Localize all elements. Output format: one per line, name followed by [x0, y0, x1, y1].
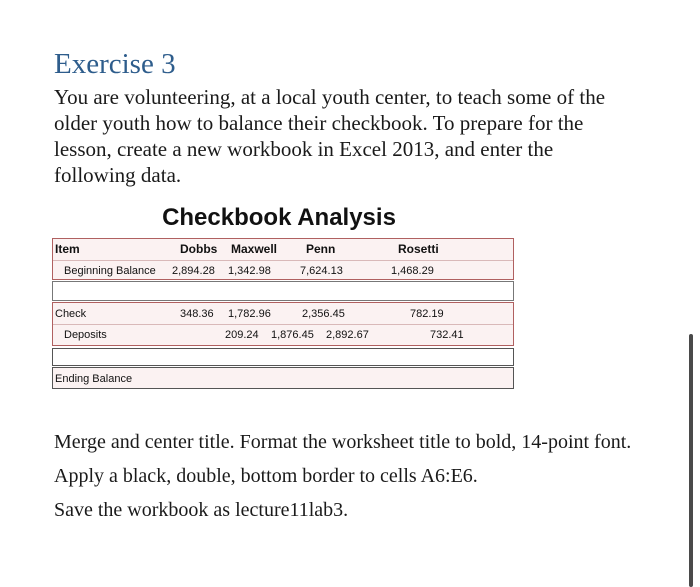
check-dobbs: 348.36	[180, 308, 214, 320]
ending-balance-block	[52, 367, 514, 389]
beginning-label: Beginning Balance	[64, 265, 156, 277]
check-penn: 2,356.45	[302, 308, 345, 320]
deposits-dobbs: 209.24	[225, 329, 259, 341]
check-maxwell: 1,782.96	[228, 308, 271, 320]
beginning-penn: 7,624.13	[300, 265, 343, 277]
ending-label: Ending Balance	[55, 373, 133, 385]
exercise-heading: Exercise 3	[54, 48, 176, 80]
header-rosetti: Rosetti	[398, 242, 439, 256]
check-label: Check	[55, 308, 87, 320]
check-row	[53, 304, 513, 324]
beginning-rosetti: 1,468.29	[391, 265, 434, 277]
header-dobbs: Dobbs	[180, 242, 218, 256]
worksheet-title: Checkbook Analysis	[162, 204, 396, 231]
beginning-balance-row	[53, 260, 513, 281]
empty-row	[52, 281, 514, 301]
deposits-row	[53, 324, 513, 345]
exercise-intro: You are volunteering, at a local youth center, to teach some of the older youth how to balance their checkbook. To prepare for the lesson, create a new workbook in Excel 2013, and enter the following data.	[54, 85, 606, 187]
instruction-2: Apply a black, double, bottom border to cells A6:E6.	[54, 465, 478, 487]
deposits-rosetti: 732.41	[430, 329, 464, 341]
header-block	[52, 238, 514, 280]
deposits-label: Deposits	[64, 329, 107, 341]
scrollbar[interactable]	[689, 334, 693, 587]
header-item: Item	[55, 242, 80, 256]
header-penn: Penn	[306, 242, 336, 256]
beginning-maxwell: 1,342.98	[228, 265, 271, 277]
transactions-block	[52, 302, 514, 346]
deposits-maxwell: 1,876.45	[271, 329, 314, 341]
instruction-3: Save the workbook as lecture11lab3.	[54, 499, 349, 521]
check-rosetti: 782.19	[410, 308, 444, 320]
header-maxwell: Maxwell	[231, 242, 278, 256]
beginning-dobbs: 2,894.28	[172, 265, 215, 277]
empty-row-2	[52, 348, 514, 366]
instruction-1: Merge and center title. Format the worksheet title to bold, 14-point font.	[54, 431, 632, 453]
header-row	[53, 239, 513, 259]
instructions	[54, 429, 644, 531]
deposits-penn: 2,892.67	[326, 329, 369, 341]
